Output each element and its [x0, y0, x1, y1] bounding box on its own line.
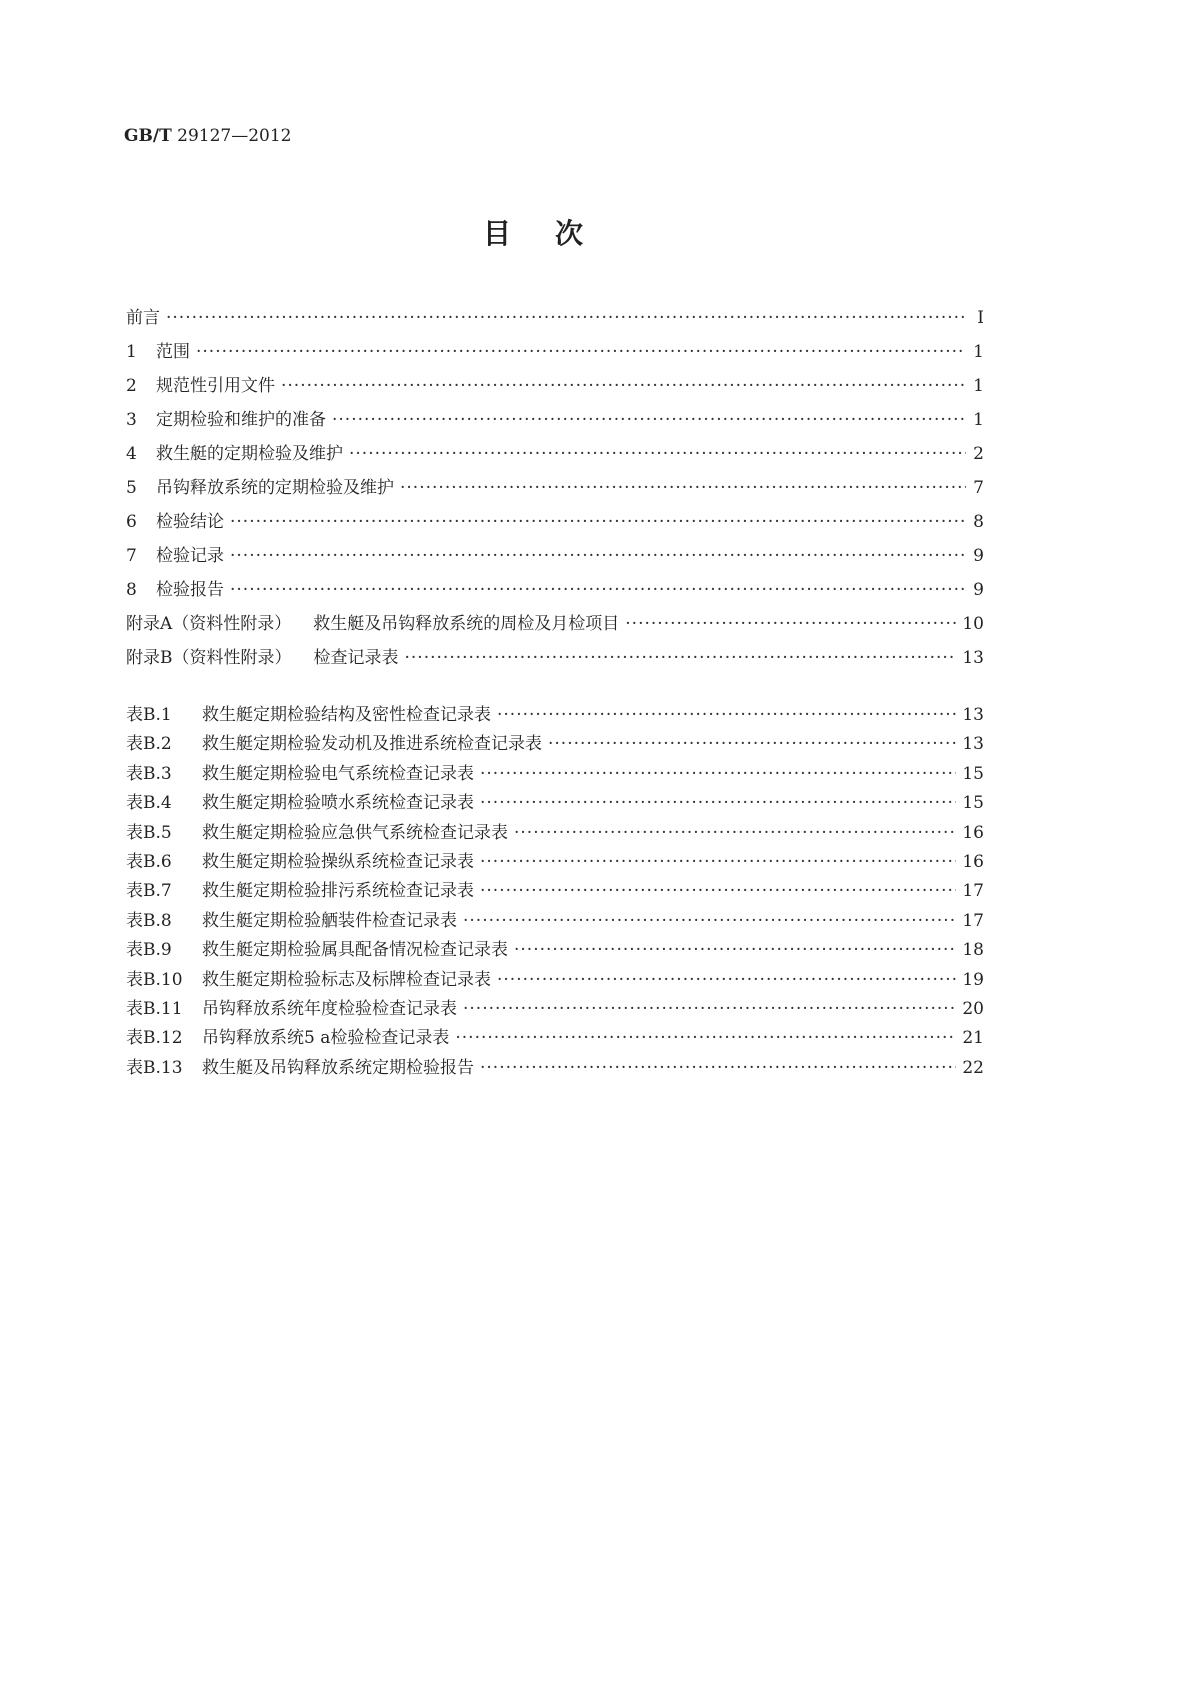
toc-entry-label: 检验记录	[156, 546, 224, 566]
toc-entry-number: 表B.5	[126, 822, 172, 843]
toc-entry-label: 救生艇定期检验发动机及推进系统检查记录表	[202, 734, 542, 755]
toc-entry-number: 表B.1	[126, 705, 172, 725]
toc-entry-page: 9	[973, 546, 984, 566]
toc-entry[interactable]	[126, 301, 984, 335]
toc-entry-label: 救生艇定期检验电气系统检查记录表	[202, 763, 474, 784]
toc-entry-number: 7	[126, 546, 137, 566]
toc-entry-label: 吊钩释放系统5 a检验检查记录表	[202, 1028, 450, 1049]
toc-entry-number: 3	[126, 410, 137, 430]
toc-entry-number: 5	[126, 478, 137, 498]
toc-entry-label: 规范性引用文件	[156, 376, 275, 396]
leader-dots	[480, 789, 956, 818]
toc-entry[interactable]	[126, 877, 984, 906]
toc-entry-page: 1	[973, 410, 984, 430]
leader-dots	[497, 966, 956, 995]
leader-dots	[480, 848, 956, 877]
leader-dots	[455, 1024, 956, 1053]
leader-dots	[463, 907, 956, 936]
leader-dots	[463, 995, 956, 1024]
toc-entry-page: 8	[973, 512, 984, 532]
toc-entry-label: 救生艇及吊钩释放系统定期检验报告	[202, 1057, 474, 1078]
toc-entry-label: 范围	[156, 342, 190, 362]
toc-entry[interactable]	[126, 335, 984, 369]
leader-dots	[166, 301, 966, 335]
toc-entry[interactable]	[126, 471, 984, 505]
toc-entry-number: 表B.12	[126, 1028, 183, 1049]
toc-entry[interactable]	[126, 369, 984, 403]
toc-entry-number: 表B.8	[126, 910, 172, 931]
toc-entry-number: 1	[126, 342, 137, 362]
toc-entry[interactable]	[126, 907, 984, 936]
toc-entry-label: 救生艇定期检验应急供气系统检查记录表	[202, 822, 508, 843]
toc-entry-page: 1	[973, 376, 984, 396]
toc-entry-page: 21	[962, 1028, 984, 1049]
toc-entry[interactable]	[126, 701, 984, 730]
toc-entry-number: 表B.11	[126, 998, 183, 1019]
leader-dots	[196, 335, 966, 369]
leader-dots	[332, 403, 966, 437]
toc-entry-label: 救生艇定期检验操纵系统检查记录表	[202, 851, 474, 872]
toc-entry[interactable]	[126, 1024, 984, 1053]
toc-entry-number: 表B.9	[126, 940, 172, 961]
toc-entry-label: 检验结论	[156, 512, 224, 532]
toc-entry-label: 定期检验和维护的准备	[156, 410, 326, 430]
toc-entry-label: 救生艇定期检验结构及密性检查记录表	[202, 705, 491, 725]
leader-dots	[480, 1054, 956, 1083]
toc-entry[interactable]	[126, 641, 984, 675]
document-code	[124, 126, 292, 146]
toc-entry-label: 吊钩释放系统的定期检验及维护	[156, 478, 394, 498]
toc-entry[interactable]	[126, 966, 984, 995]
toc-entry-page: 15	[962, 793, 984, 814]
toc-entry-page: 1	[973, 342, 984, 362]
toc-entry-number: 附录B（资料性附录）	[126, 648, 292, 668]
toc-entry-page: 7	[973, 478, 984, 498]
toc-entry-label: 前言	[126, 308, 160, 328]
leader-dots	[405, 641, 957, 675]
toc-entry[interactable]	[126, 819, 984, 848]
toc-entry-page: 15	[962, 763, 984, 784]
leader-dots	[230, 539, 966, 573]
toc-entry-number: 8	[126, 580, 137, 600]
leader-dots	[400, 471, 966, 505]
leader-dots	[497, 701, 956, 730]
code-prefix: GB/T	[124, 126, 172, 146]
toc-entry[interactable]	[126, 607, 984, 641]
toc-entry-number: 表B.2	[126, 734, 172, 755]
leader-dots	[480, 877, 956, 906]
toc-entry-label: 检验报告	[156, 580, 224, 600]
toc-entry[interactable]	[126, 730, 984, 759]
leader-dots	[514, 936, 956, 965]
toc-entry[interactable]	[126, 760, 984, 789]
toc-entry-page: Ⅰ	[977, 308, 984, 328]
leader-dots	[349, 437, 966, 471]
toc-entry-label: 救生艇定期检验喷水系统检查记录表	[202, 793, 474, 814]
toc-entry-page: 9	[973, 580, 984, 600]
toc-entry-number: 6	[126, 512, 137, 532]
leader-dots	[625, 607, 956, 641]
toc-entry-page: 20	[962, 998, 984, 1019]
toc-entry-page: 17	[962, 910, 984, 931]
toc-entry[interactable]	[126, 505, 984, 539]
toc-entry-page: 19	[962, 969, 984, 990]
leader-dots	[480, 760, 956, 789]
toc-entry-number: 表B.6	[126, 851, 172, 872]
toc-entry-label: 救生艇定期检验舾装件检查记录表	[202, 910, 457, 931]
toc-main	[126, 301, 984, 675]
toc-entry[interactable]	[126, 995, 984, 1024]
toc-entry-number: 表B.4	[126, 793, 172, 814]
toc-entry-label: 吊钩释放系统年度检验检查记录表	[202, 998, 457, 1019]
toc-entry-number: 表B.13	[126, 1057, 183, 1078]
leader-dots	[281, 369, 966, 403]
page-title: 目次	[482, 217, 627, 250]
toc-entry-page: 2	[973, 444, 984, 464]
toc-entry[interactable]	[126, 936, 984, 965]
toc-entry-number: 2	[126, 376, 137, 396]
toc-entry[interactable]	[126, 1054, 984, 1083]
toc-entry-page: 13	[962, 705, 984, 725]
toc-entry-label: 救生艇定期检验排污系统检查记录表	[202, 881, 474, 902]
leader-dots	[514, 819, 956, 848]
toc-tables	[126, 701, 984, 1083]
toc-entry-number: 表B.7	[126, 881, 172, 902]
toc-entry-label: 救生艇定期检验属具配备情况检查记录表	[202, 940, 508, 961]
toc-entry[interactable]	[126, 403, 984, 437]
toc-entry[interactable]	[126, 573, 984, 607]
toc-entry-page: 13	[962, 648, 984, 668]
toc-entry-label: 检查记录表	[313, 648, 399, 668]
leader-dots	[230, 573, 966, 607]
code-number: 29127—2012	[177, 126, 292, 146]
toc-entry[interactable]	[126, 789, 984, 818]
toc-entry[interactable]	[126, 437, 984, 471]
leader-dots	[548, 730, 956, 759]
toc-entry-number: 附录A（资料性附录）	[126, 614, 292, 634]
toc-entry[interactable]	[126, 848, 984, 877]
toc-entry-page: 18	[962, 940, 984, 961]
toc-entry-page: 16	[962, 822, 984, 843]
toc-entry-page: 13	[962, 734, 984, 755]
toc-entry-page: 22	[962, 1057, 984, 1078]
leader-dots	[230, 505, 966, 539]
toc-entry-number: 4	[126, 444, 137, 464]
toc-entry[interactable]	[126, 539, 984, 573]
toc-entry-label: 救生艇及吊钩释放系统的周检及月检项目	[313, 614, 620, 634]
toc-entry-page: 17	[962, 881, 984, 902]
toc-entry-page: 10	[962, 614, 984, 634]
toc-entry-number: 表B.3	[126, 763, 172, 784]
toc-entry-label: 救生艇定期检验标志及标牌检查记录表	[202, 969, 491, 990]
toc-entry-number: 表B.10	[126, 969, 183, 990]
toc-entry-page: 16	[962, 851, 984, 872]
toc-entry-label: 救生艇的定期检验及维护	[156, 444, 343, 464]
